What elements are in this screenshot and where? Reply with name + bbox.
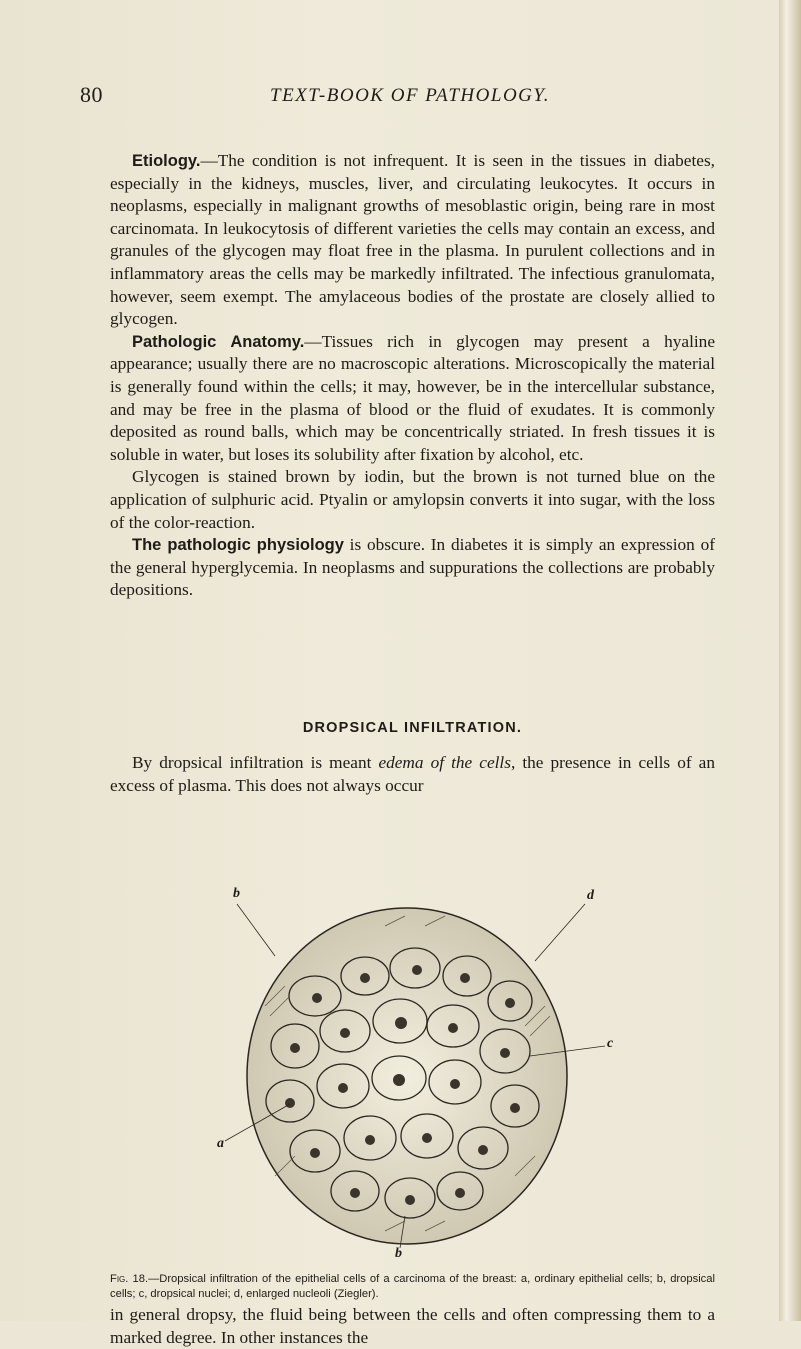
section-heading: DROPSICAL INFILTRATION. [302,720,523,736]
page-number: 80 [80,82,103,107]
closing-paragraph [110,1304,715,1347]
figure-number: Fig. 18. [110,1273,149,1285]
glycogen-paragraph: Glycogen is stained brown by iodin, but the brown is not turned blue on the application of sulphuric acid. Ptyalin or amylopsin converts it into sugar, with the loss of the color-reaction. [110,467,715,532]
etiology-text: —The condition is not infrequent. It is seen in the tissues in diabetes, especially in the kidneys, muscles, liver, and circulating leukocytes. It occurs in neoplasms, especially in malignant growths of mesoblastic origin, being rare in most carcinomata. In leukocytosis of different varieties the cells may contain an excess, and granules of the glycogen may float free in the plasma. In purulent collections and in inflammatory areas the cells may be markedly infiltrated. The infectious granulomata, however, seem exempt. The amylaceous bodies of the prostate are closely allied to glycogen. [110,151,715,329]
dropsical-paragraph [110,752,715,797]
page-header [80,82,720,112]
running-title: TEXT-BOOK OF PATHOLOGY. [270,85,550,106]
lead-post: , the presence in cells of an excess of plasma. This does not always occur [110,753,715,795]
etiology-paragraph [110,150,715,331]
label-b-bottom: b [395,1246,402,1261]
label-a: a [217,1136,224,1151]
caption-text: —Dropsical infiltration of the epithelial cells of a carcinoma of the breast: a, ordinary epithelial cells; b, dropsical cells; c, dropsical nuclei; d, enlarged nucleoli (Ziegler). [110,1273,715,1300]
tissue-section-outline [247,908,567,1244]
lead-pre: By dropsical infiltration is meant [132,753,379,772]
label-c: c [607,1036,614,1051]
page-edge [779,0,801,1321]
label-d: d [587,888,594,903]
label-b-top: b [233,886,240,901]
figure-caption [110,1272,715,1302]
physiology-text: is obscure. In diabetes it is simply an expression of the general hyperglycemia. In neoplasms and suppurations the collections are probably depositions. [110,535,715,600]
lead-italic: edema of the cells [378,753,511,772]
dropsical-lead [110,752,715,797]
anatomy-text: —Tissues rich in glycogen may present a hyaline appearance; usually there are no macroscopic alterations. Microscopically the material is generally found within the cells; it may, however, be in the intercellular substance, and may be free in the plasma of blood or the fluid of exudates. It is commonly deposited as round balls, which may be concentrically striated. In fresh tissues it is soluble in water, but loses its solubility after fixation by alcohol, etc. [110,331,715,464]
anatomy-heading: Pathologic Anatomy. [132,332,305,351]
histology-drawing [195,886,620,1256]
etiology-heading: Etiology. [132,152,201,170]
physiology-heading: The pathologic physiology [132,536,344,555]
physiology-paragraph [110,534,715,602]
glycogen-section [110,150,715,602]
figure-illustration [195,886,620,1268]
closing-text: in general dropsy, the fluid being between the cells and often compressing them to a marked degree. In other instances the [110,1305,715,1347]
anatomy-paragraph [110,331,715,467]
